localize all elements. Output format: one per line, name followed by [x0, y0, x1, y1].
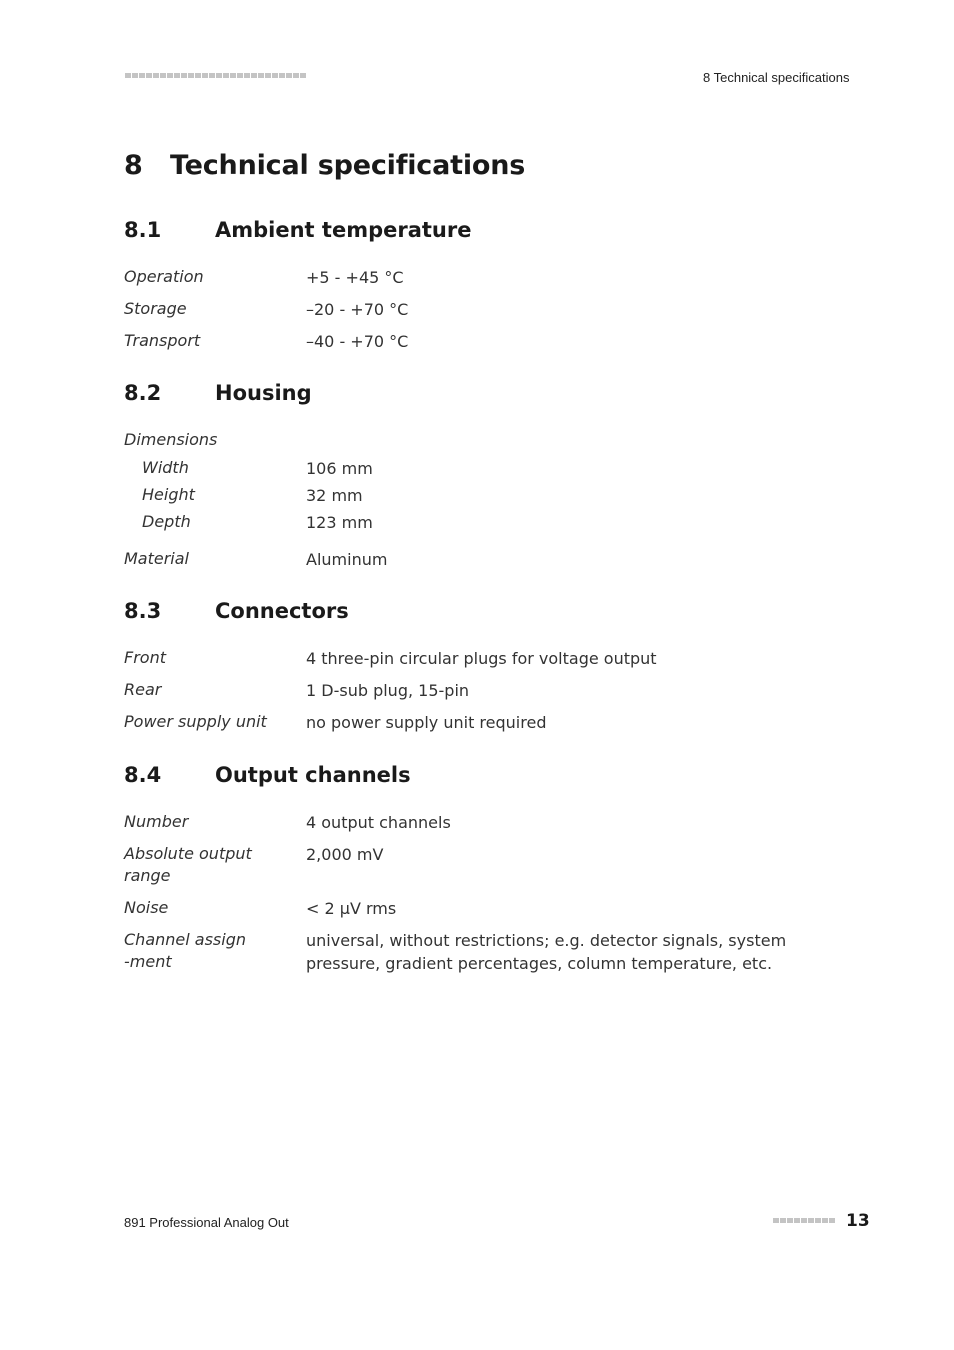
- spec-label: Noise: [124, 898, 169, 917]
- spec-value: < 2 µV rms: [306, 899, 397, 918]
- spec-value: 2,000 mV: [306, 845, 384, 864]
- section-heading: [124, 763, 411, 787]
- section-heading: [124, 381, 312, 405]
- spec-value: Aluminum: [306, 550, 388, 569]
- chapter-number: 8: [124, 150, 143, 181]
- chapter-title: [124, 150, 525, 181]
- section-number: 8.1: [124, 218, 162, 242]
- spec-sublabel: Width: [142, 458, 189, 477]
- section-title: Output channels: [215, 763, 411, 787]
- spec-value: universal, without restrictions; e.g. detector signals, system pressure, gradient percentages, column temperature, etc.: [306, 931, 787, 973]
- spec-value: 32 mm: [306, 486, 363, 505]
- section-number: 8.3: [124, 599, 162, 623]
- spec-value: 106 mm: [306, 459, 373, 478]
- section-number: 8.2: [124, 381, 162, 405]
- spec-label: Absolute output range: [124, 844, 252, 885]
- spec-value: –40 - +70 °C: [306, 332, 409, 351]
- spec-label: Front: [124, 648, 166, 667]
- spec-sublabel: Depth: [142, 512, 191, 531]
- header-decoration: [125, 73, 306, 78]
- spec-label: Operation: [124, 267, 204, 286]
- spec-label: Channel assign-ment: [124, 930, 246, 971]
- spec-value: no power supply unit required: [306, 713, 547, 732]
- section-title: Housing: [215, 381, 312, 405]
- section-heading: [124, 599, 349, 623]
- spec-value: 4 output channels: [306, 813, 451, 832]
- spec-value: +5 - +45 °C: [306, 268, 404, 287]
- spec-sublabel: Height: [142, 485, 195, 504]
- footer-decoration: [773, 1218, 835, 1223]
- spec-value: 4 three-pin circular plugs for voltage output: [306, 649, 657, 668]
- spec-label: Number: [124, 812, 189, 831]
- section-number: 8.4: [124, 763, 162, 787]
- spec-value: –20 - +70 °C: [306, 300, 409, 319]
- page-number: 13: [846, 1211, 870, 1231]
- footer-product-name: 891 Professional Analog Out: [124, 1215, 289, 1230]
- spec-group-label: Dimensions: [124, 430, 218, 449]
- spec-label: Storage: [124, 299, 187, 318]
- spec-label: Rear: [124, 680, 162, 699]
- spec-value: 123 mm: [306, 513, 373, 532]
- running-header: 8 Technical specifications: [703, 70, 850, 85]
- spec-value: 1 D-sub plug, 15-pin: [306, 681, 470, 700]
- spec-label: Transport: [124, 331, 201, 350]
- section-heading: [124, 218, 471, 242]
- spec-label: Material: [124, 549, 189, 568]
- section-title: Ambient temperature: [215, 218, 472, 242]
- chapter-title-text: Technical specifications: [170, 150, 526, 181]
- spec-label: Power supply unit: [124, 712, 267, 731]
- section-title: Connectors: [215, 599, 349, 623]
